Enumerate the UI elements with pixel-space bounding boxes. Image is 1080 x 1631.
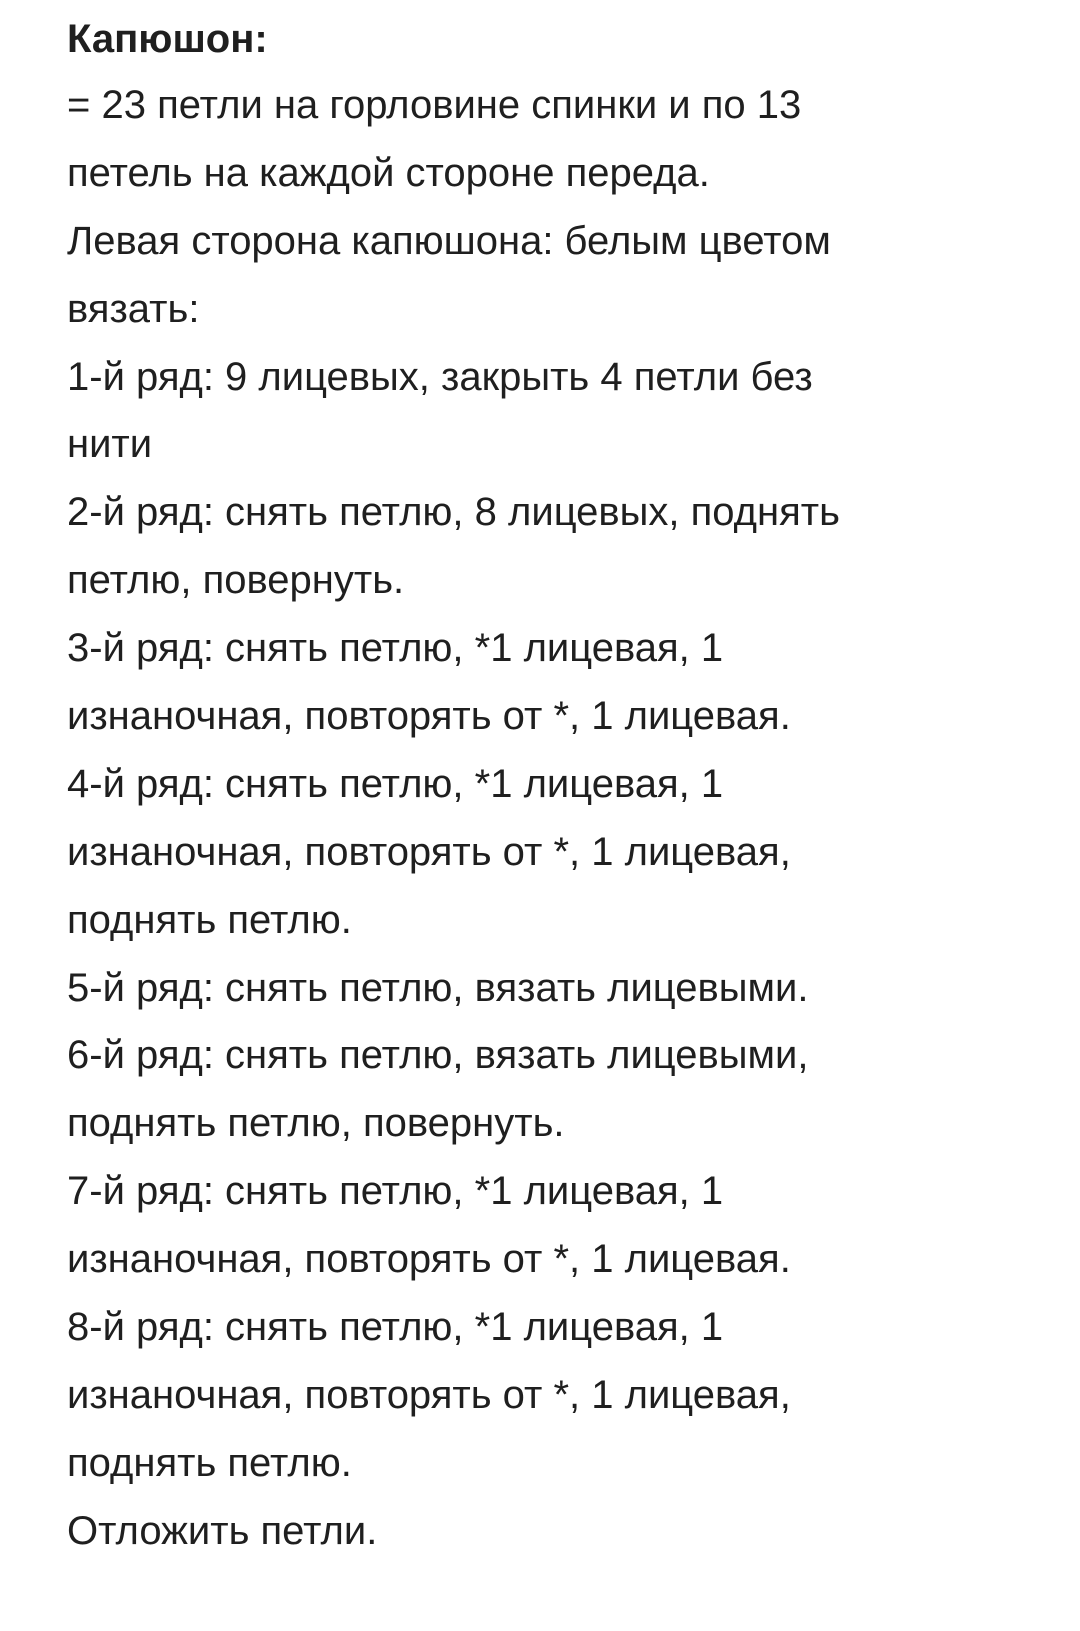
- text-line: 3-й ряд: снять петлю, *1 лицевая, 1: [67, 626, 724, 671]
- text-line: изнаночная, повторять от *, 1 лицевая.: [67, 1237, 791, 1282]
- text-line: изнаночная, повторять от *, 1 лицевая,: [67, 829, 791, 874]
- text-line: вязать:: [67, 286, 200, 331]
- text-line: 4-й ряд: снять петлю, *1 лицевая, 1: [67, 761, 724, 806]
- text-line: 2-й ряд: снять петлю, 8 лицевых, поднять: [67, 490, 840, 535]
- text-line: поднять петлю, повернуть.: [67, 1101, 565, 1146]
- text-line: Левая сторона капюшона: белым цветом: [67, 218, 831, 263]
- text-line: 7-й ряд: снять петлю, *1 лицевая, 1: [67, 1169, 724, 1214]
- text-line: Отложить петли.: [67, 1508, 378, 1553]
- text-line: 5-й ряд: снять петлю, вязать лицевыми.: [67, 965, 809, 1010]
- text-line: поднять петлю.: [67, 897, 352, 942]
- text-line: 8-й ряд: снять петлю, *1 лицевая, 1: [67, 1305, 724, 1350]
- text-line: = 23 петли на горловине спинки и по 13: [67, 83, 802, 127]
- section-heading: Капюшон:: [67, 17, 268, 61]
- text-line: петель на каждой стороне переда.: [67, 150, 710, 195]
- text-line: изнаночная, повторять от *, 1 лицевая.: [67, 694, 791, 739]
- text-line: изнаночная, повторять от *, 1 лицевая,: [67, 1372, 791, 1417]
- text-line: 6-й ряд: снять петлю, вязать лицевыми,: [67, 1033, 809, 1078]
- text-line: нити: [67, 422, 153, 467]
- document-body: [67, 6, 1057, 1566]
- text-line: 1-й ряд: 9 лицевых, закрыть 4 петли без: [67, 354, 813, 399]
- text-line: петлю, повернуть.: [67, 558, 405, 603]
- text-line: поднять петлю.: [67, 1440, 352, 1485]
